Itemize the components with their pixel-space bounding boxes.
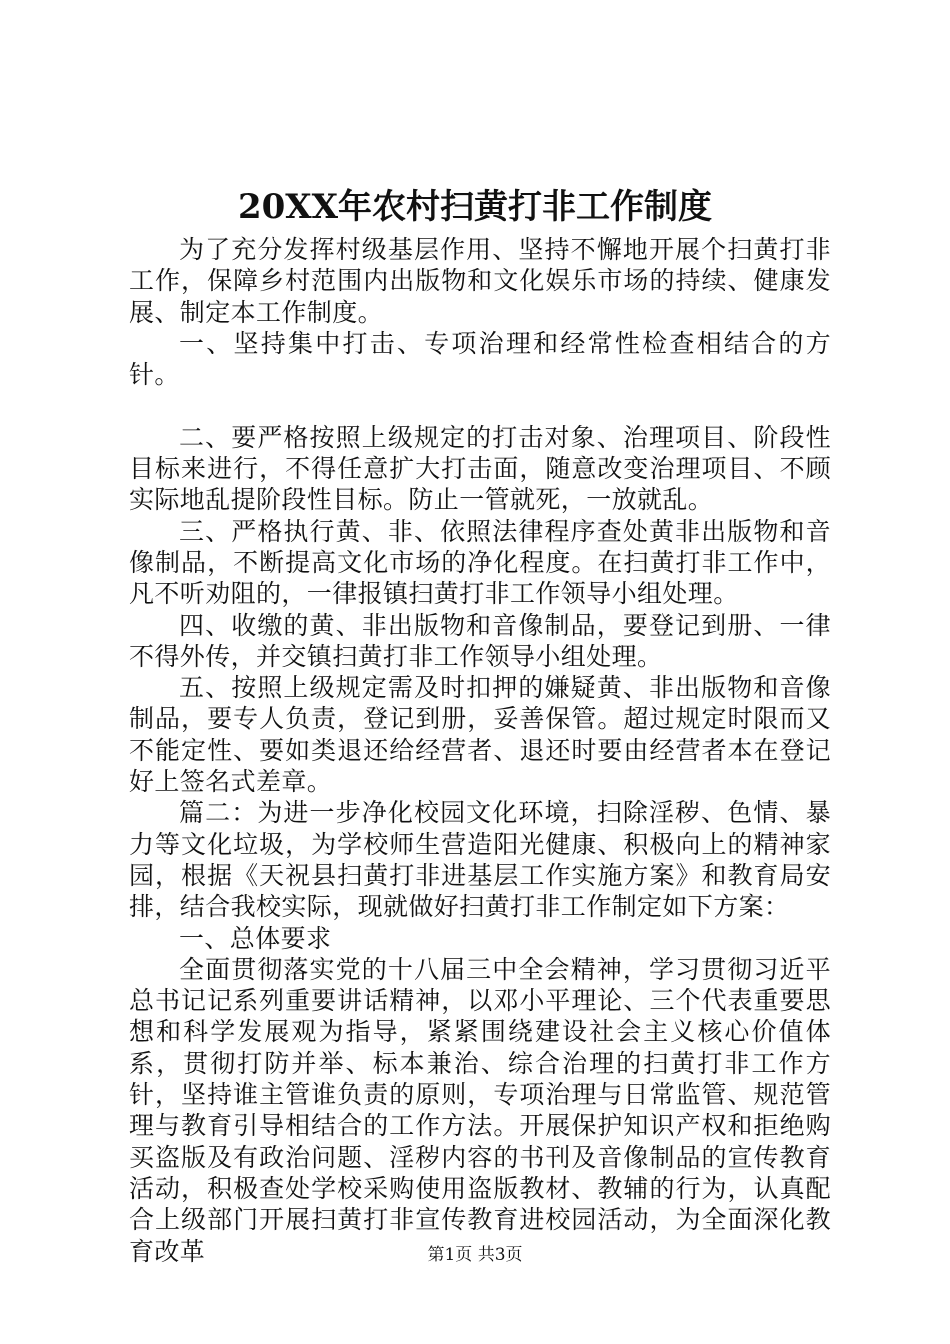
section-heading-general-requirements: 一、总体要求 [179, 923, 332, 953]
page-footer: 第1页 共3页 [427, 1245, 523, 1265]
paragraph-part-two: 篇二：为进一步净化校园文化环境，扫除淫秽、色情、暴力等文化垃圾，为学校师生营造阳光健康、积极向上的精神家园，根据《天祝县扫黄打非进基层工作实施方案》和教育局安排，结合我校实际，现就做好扫黄打非工作制定如下方案： [129, 798, 831, 922]
blank-line [129, 390, 831, 421]
paragraph-item-3: 三、严格执行黄、非、依照法律程序查处黄非出版物和音像制品，不断提高文化市场的净化程度。在扫黄打非工作中，凡不听劝阻的，一律报镇扫黄打非工作领导小组处理。 [129, 516, 831, 609]
document-title: 20XX年农村扫黄打非工作制度 [237, 187, 713, 227]
paragraph-item-4: 四、收缴的黄、非出版物和音像制品，要登记到册、一律不得外传，并交镇扫黄打非工作领导小组处理。 [129, 610, 831, 671]
paragraph-item-5: 五、按照上级规定需及时扣押的嫌疑黄、非出版物和音像制品，要专人负责，登记到册，妥善保管。超过规定时限而又不能定性、要如类退还给经营者、退还时要由经营者本在登记好上签名式差章。 [129, 673, 831, 797]
paragraph-item-1: 一、坚持集中打击、专项治理和经常性检查相结合的方针。 [129, 328, 831, 390]
paragraph-item-2: 二、要严格按照上级规定的打击对象、治理项目、阶段性目标来进行，不得任意扩大打击面，随意改变治理项目、不顾实际地乱提阶段性目标。防止一管就死，一放就乱。 [129, 422, 831, 515]
paragraph-intro: 为了充分发挥村级基层作用、坚持不懈地开展个扫黄打非工作，保障乡村范围内出版物和文化娱乐市场的持续、健康发展、制定本工作制度。 [129, 235, 831, 327]
paragraph-general-requirements: 全面贯彻落实党的十八届三中全会精神，学习贯彻习近平总书记记系列重要讲话精神，以邓小平理论、三个代表重要思想和科学发展观为指导，紧紧围绕建设社会主义核心价值体系，贯彻打防并举、标本兼治、综合治理的扫黄打非工作方针，坚持谁主管谁负责的原则，专项治理与日常监管、规范管理与教育引导相结合的工作方法。开展保护知识产权和拒绝购买盗版及有政治问题、淫秽内容的书刊及音像制品的宣传教育活动，积极查处学校采购使用盗版教材、教辅的行为，认真配合上级部门开展扫黄打非宣传教育进校园活动，为全面深化教育改革 [129, 954, 831, 1266]
document-body [129, 234, 831, 1267]
